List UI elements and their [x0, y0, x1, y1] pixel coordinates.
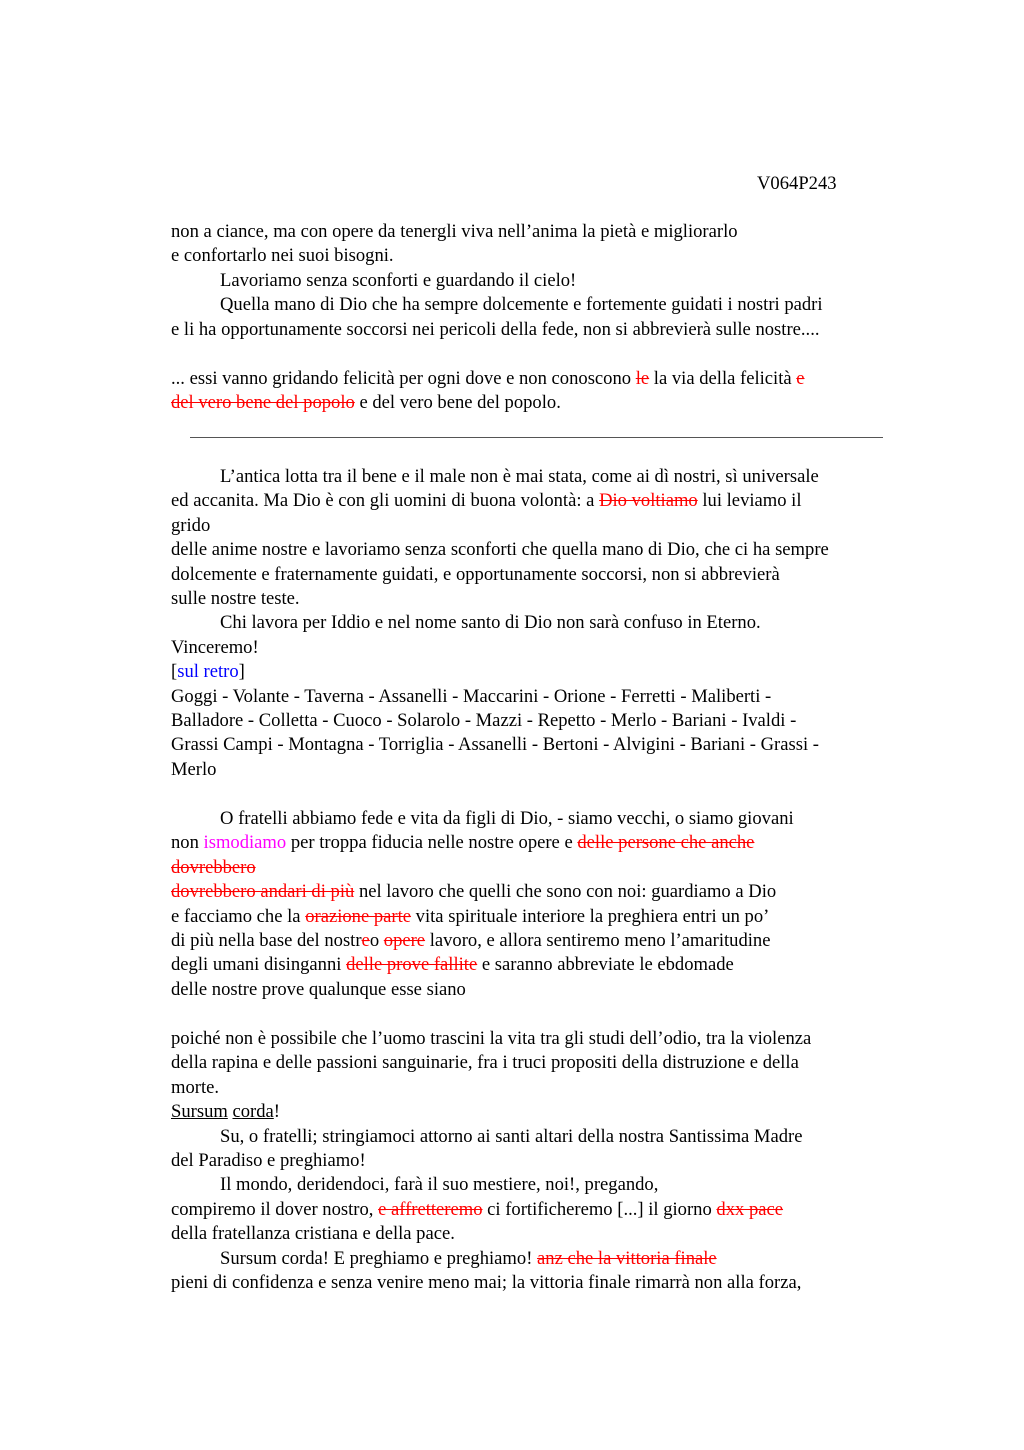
horizontal-divider [190, 437, 883, 438]
text-line: Su, o fratelli; stringiamoci attorno ai santi altari della nostra Santissima Madre [220, 1125, 803, 1147]
text-line: L’antica lotta tra il bene e il male non è mai stata, come ai dì nostri, sì universale [220, 466, 819, 487]
sursum-corda-heading [171, 1100, 931, 1124]
names-line: Merlo [171, 758, 217, 780]
text-line: delle nostre prove qualunque esse siano [171, 978, 466, 1000]
deleted-text: e [361, 930, 370, 952]
text-span: e facciamo che la [171, 905, 306, 927]
text-span: ci fortificheremo [...] il giorno [482, 1198, 717, 1220]
retro-label: sul retro [177, 661, 239, 683]
text-span: ed accanita. Ma Dio è con gli uomini di buona volontà: a [171, 490, 600, 512]
text-line: della fratellanza cristiana e della pace. [171, 1223, 455, 1245]
names-line: Balladore - Colletta - Cuoco - Solarolo - Mazzi - Repetto - Merlo - Bariani - Ivaldi - [171, 710, 797, 732]
text-line: dolcemente e fraternamente guidati, e opportunamente soccorsi, non si abbrevierà [171, 563, 780, 585]
text-line: sulle nostre teste. [171, 588, 300, 610]
text-span: non [171, 832, 204, 854]
retro-note [171, 660, 931, 684]
text-line [171, 391, 931, 415]
text-line: Chi lavora per Iddio e nel nome santo di Dio non sarà confuso in Eterno. [220, 612, 761, 634]
paragraph-4 [171, 807, 931, 1002]
deleted-text: delle prove fallite [346, 954, 478, 976]
text-span: lavoro, e allora sentiremo meno l’amaritudine [425, 930, 771, 952]
highlighted-word: ismodiamo [203, 832, 287, 854]
page-identifier: V064P243 [757, 173, 837, 194]
text-line [171, 1198, 931, 1222]
text-span: vita spirituale interiore la preghiera entri un po’ [411, 905, 770, 927]
text-line: non a ciance, ma con opere da tenergli viva nell’anima la pietà e migliorarlo [171, 221, 738, 242]
deleted-text: e [796, 368, 805, 389]
paragraph-5 [171, 1027, 931, 1295]
paragraph-2 [171, 367, 931, 416]
text-span: la via della felicità [649, 368, 797, 389]
text-span: compiremo il dover nostro, [171, 1198, 379, 1220]
paragraph-3 [171, 465, 931, 782]
underlined-word: Sursum [171, 1101, 228, 1123]
deleted-text: le [635, 368, 650, 389]
text-line: e li ha opportunamente soccorsi nei pericoli della fede, non si abbrevierà sulle nostre.... [171, 318, 820, 340]
text-span: o [369, 930, 384, 952]
text-span: Sursum corda! E preghiamo e preghiamo! [220, 1247, 538, 1269]
text-line: Quella mano di Dio che ha sempre dolcemente e fortemente guidati i nostri padri [220, 294, 823, 316]
text-line: Lavoriamo senza sconforti e guardando il cielo! [220, 269, 577, 291]
text-line: O fratelli abbiamo fede e vita da figli di Dio, - siamo vecchi, o siamo giovani [220, 808, 794, 829]
text-line [171, 831, 931, 855]
text-span: e del vero bene del popolo. [354, 392, 561, 414]
text-line [171, 489, 931, 513]
deleted-text: opere [383, 930, 426, 952]
text-span: ! [273, 1101, 280, 1123]
deleted-text: e affretteremo [378, 1198, 483, 1220]
text-line [171, 880, 931, 904]
text-line [171, 905, 931, 929]
text-span: di più nella base del nostr [171, 930, 362, 952]
text-span: per troppa fiducia nelle nostre opere e [286, 832, 578, 854]
text-line [171, 953, 931, 977]
text-line: poiché non è possibile che l’uomo trascini la vita tra gli studi dell’odio, tra la violenza [171, 1028, 812, 1049]
paragraph-1 [171, 220, 931, 342]
underlined-word: corda [232, 1101, 274, 1123]
text-line: e confortarlo nei suoi bisogni. [171, 245, 394, 267]
deleted-text: del vero bene del popolo [171, 392, 355, 414]
text-span: nel lavoro che quelli che sono con noi: guardiamo a Dio [354, 881, 777, 903]
text-line: grido [171, 514, 211, 536]
deleted-text: dovrebbero andari di più [171, 881, 355, 903]
text-span: e saranno abbreviate le ebdomade [477, 954, 734, 976]
text-line: della rapina e delle passioni sanguinarie, fra i truci propositi della distruzione e della [171, 1052, 799, 1074]
deleted-text: anz che la vittoria finale [537, 1247, 717, 1269]
deleted-text: delle persone che anche [577, 832, 755, 854]
text-span: ... essi vanno gridando felicità per ogni dove e non conoscono [171, 368, 636, 389]
names-line: Grassi Campi - Montagna - Torriglia - Assanelli - Bertoni - Alvigini - Bariani - Grassi - [171, 734, 819, 756]
text-line: Vinceremo! [171, 636, 259, 658]
text-line: morte. [171, 1076, 220, 1098]
deleted-text: orazione parte [305, 905, 412, 927]
text-line [171, 1247, 931, 1271]
text-line: Il mondo, deridendoci, farà il suo mestiere, noi!, pregando, [220, 1174, 659, 1196]
text-line: pieni di confidenza e senza venire meno mai; la vittoria finale rimarrà non alla forza, [171, 1272, 802, 1294]
text-line: delle anime nostre e lavoriamo senza sconforti che quella mano di Dio, che ci ha sempre [171, 539, 829, 561]
deleted-text: Dio voltiamo [599, 490, 698, 512]
text-line [171, 367, 931, 391]
text-span: lui leviamo il [697, 490, 802, 512]
deleted-text: dxx pace [716, 1198, 784, 1220]
text-span: degli umani disinganni [171, 954, 347, 976]
text-line [171, 929, 931, 953]
bracket: ] [238, 661, 245, 683]
text-line [171, 856, 931, 880]
bracket: [ [171, 661, 178, 683]
text-line: del Paradiso e preghiamo! [171, 1150, 366, 1172]
names-line: Goggi - Volante - Taverna - Assanelli - Maccarini - Orione - Ferretti - Maliberti - [171, 685, 772, 707]
deleted-text: dovrebbero [171, 856, 256, 878]
